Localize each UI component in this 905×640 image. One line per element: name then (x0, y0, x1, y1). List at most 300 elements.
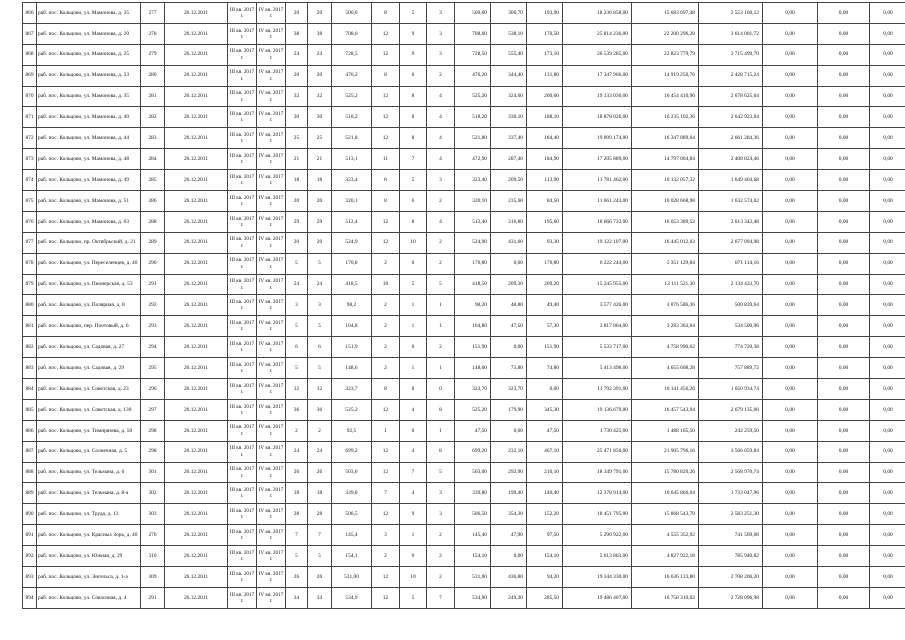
total-cost: 12 378 914,00 (563, 483, 632, 504)
row-number: 873 (23, 149, 37, 170)
area-private: 0,00 (491, 253, 527, 274)
address-cell: раб. пос. Кольцово, ул. Тельмана, д. 8-а (37, 483, 141, 504)
total-area: 534,9 (332, 587, 372, 608)
address-cell: раб. пос. Кольцово, ул. Советская, д. 23 (37, 379, 141, 400)
planned-start-quarter: III кв. 2017 г. (228, 211, 257, 232)
apartments-total: 2 (372, 337, 400, 358)
row-number: 894 (23, 587, 37, 608)
apartments-municipal: 1 (427, 295, 455, 316)
apartments-private: 0 (400, 546, 427, 567)
decision-date: 26.12.2011 (165, 170, 228, 191)
table-row (23, 211, 905, 232)
area-municipal: 193,90 (527, 3, 563, 24)
fund-share: 3 283 363,04 (632, 316, 699, 337)
area-private: 323,70 (491, 379, 527, 400)
extra-cost-2: 0,00 (818, 316, 870, 337)
extra-cost-2: 0,00 (818, 274, 870, 295)
registry-number: 279 (141, 44, 165, 65)
registry-number: 296 (141, 379, 165, 400)
residents-count: 36 (286, 399, 308, 420)
extra-cost-2: 0,00 (818, 44, 870, 65)
planned-start-quarter: III кв. 2017 г. (228, 483, 257, 504)
extra-cost-1: 0,00 (763, 379, 818, 400)
row-number: 879 (23, 274, 37, 295)
fund-share: 22 200 296,28 (632, 23, 699, 44)
total-cost: 19 122 107,00 (563, 232, 632, 253)
registry-number: 290 (141, 253, 165, 274)
table-row (23, 3, 905, 24)
area-municipal: 0,00 (527, 379, 563, 400)
area-total: 320,10 (455, 191, 491, 212)
area-total: 418,50 (455, 274, 491, 295)
address-cell: раб. пос. Кольцово, ул. Энгельса, д. 1-а (37, 567, 141, 588)
extra-cost-1: 0,00 (763, 337, 818, 358)
address-cell: раб. пос. Кольцово, ул. Пионерская, д. 53 (37, 274, 141, 295)
apartments-municipal: 1 (427, 316, 455, 337)
apartments-municipal: 4 (427, 149, 455, 170)
apartments-total: 8 (372, 3, 400, 24)
fund-share: 13 111 521,30 (632, 274, 699, 295)
extra-cost-3: 0,00 (870, 211, 905, 232)
relocated-count: 18 (308, 170, 332, 191)
planned-end-quarter: IV кв. 2017 г. (257, 107, 286, 128)
own-budget-share: 500 839,64 (699, 295, 763, 316)
area-private: 179,90 (491, 399, 527, 420)
apartments-private: 8 (400, 86, 427, 107)
extra-cost-3: 0,00 (870, 274, 905, 295)
area-private: 73,80 (491, 358, 527, 379)
planned-start-quarter: III кв. 2017 г. (228, 128, 257, 149)
total-cost: 15 245 955,00 (563, 274, 632, 295)
own-budget-share: 1 650 934,74 (699, 379, 763, 400)
apartments-municipal: 4 (427, 86, 455, 107)
table-row (23, 274, 905, 295)
fund-share: 14 919 250,76 (632, 65, 699, 86)
extra-cost-2: 0,00 (818, 504, 870, 525)
total-area: 728,5 (332, 44, 372, 65)
apartments-total: 8 (372, 65, 400, 86)
extra-cost-2: 0,00 (818, 232, 870, 253)
planned-end-quarter: IV кв. 2017 г. (257, 23, 286, 44)
fund-share: 10 645 866,04 (632, 483, 699, 504)
total-area: 525,2 (332, 86, 372, 107)
apartments-private: 1 (400, 295, 427, 316)
table-row (23, 295, 905, 316)
extra-cost-2: 0,00 (818, 128, 870, 149)
planned-start-quarter: III кв. 2017 г. (228, 107, 257, 128)
apartments-private: 10 (400, 232, 427, 253)
apartments-total: 11 (372, 149, 400, 170)
apartments-private: 1 (400, 525, 427, 546)
planned-end-quarter: IV кв. 2017 г. (257, 232, 286, 253)
apartments-total: 3 (372, 525, 400, 546)
residents-count: 12 (286, 379, 308, 400)
total-area: 323,4 (332, 170, 372, 191)
area-total: 339,80 (455, 483, 491, 504)
residents-count: 29 (286, 211, 308, 232)
own-budget-share: 1 649 404,68 (699, 170, 763, 191)
registry-number: 284 (141, 149, 165, 170)
area-private: 555,40 (491, 44, 527, 65)
apartments-private: 8 (400, 379, 427, 400)
extra-cost-3: 0,00 (870, 399, 905, 420)
address-cell: раб. пос. Кольцово, ул. Полярная, д. 8 (37, 295, 141, 316)
registry-number: 288 (141, 211, 165, 232)
apartments-private: 9 (400, 23, 427, 44)
residents-count: 5 (286, 316, 308, 337)
area-total: 104,80 (455, 316, 491, 337)
area-private: 0,00 (491, 546, 527, 567)
decision-date: 26.12.2011 (165, 107, 228, 128)
extra-cost-1: 0,00 (763, 462, 818, 483)
address-cell: раб. пос. Кольцово, ул. Мамонова, д. 20 (37, 23, 141, 44)
area-municipal: 184,40 (527, 128, 563, 149)
planned-end-quarter: IV кв. 2017 г. (257, 379, 286, 400)
area-municipal: 140,40 (527, 483, 563, 504)
extra-cost-3: 0,00 (870, 525, 905, 546)
planned-end-quarter: IV кв. 2017 г. (257, 420, 286, 441)
area-total: 531,00 (455, 567, 491, 588)
table-row (23, 483, 905, 504)
table-row (23, 170, 905, 191)
extra-cost-1: 0,00 (763, 107, 818, 128)
planned-start-quarter: III кв. 2017 г. (228, 253, 257, 274)
table-body (23, 3, 905, 609)
table-row (23, 316, 905, 337)
extra-cost-2: 0,00 (818, 253, 870, 274)
apartments-municipal: 3 (427, 44, 455, 65)
apartments-total: 8 (372, 191, 400, 212)
extra-cost-1: 0,00 (763, 232, 818, 253)
fund-share: 14 797 064,84 (632, 149, 699, 170)
table-row (23, 504, 905, 525)
apartments-municipal: 0 (427, 379, 455, 400)
total-area: 323,7 (332, 379, 372, 400)
area-municipal: 74,80 (527, 358, 563, 379)
address-cell: раб. пос. Кольцово, ул. Южная, д. 29 (37, 546, 141, 567)
fund-share: 16 636 123,80 (632, 567, 699, 588)
apartments-municipal: 3 (427, 170, 455, 191)
extra-cost-1: 0,00 (763, 149, 818, 170)
total-cost: 17 347 966,00 (563, 65, 632, 86)
relocated-count: 24 (308, 44, 332, 65)
planned-start-quarter: III кв. 2017 г. (228, 462, 257, 483)
relocated-count: 12 (308, 379, 332, 400)
apartments-total: 12 (372, 128, 400, 149)
area-private: 287,40 (491, 149, 527, 170)
extra-cost-3: 0,00 (870, 587, 905, 608)
area-municipal: 170,50 (527, 23, 563, 44)
apartments-municipal: 8 (427, 399, 455, 420)
area-total: 151,90 (455, 337, 491, 358)
residents-count: 32 (286, 86, 308, 107)
fund-share: 4 827 922,18 (632, 546, 699, 567)
extra-cost-1: 0,00 (763, 420, 818, 441)
relocated-count: 7 (308, 525, 332, 546)
planned-start-quarter: III кв. 2017 г. (228, 23, 257, 44)
residents-count: 18 (286, 483, 308, 504)
table-row (23, 337, 905, 358)
fund-share: 15 868 543,70 (632, 504, 699, 525)
own-budget-share: 1 632 574,02 (699, 191, 763, 212)
planned-end-quarter: IV кв. 2017 г. (257, 337, 286, 358)
apartments-total: 7 (372, 483, 400, 504)
planned-start-quarter: III кв. 2017 г. (228, 399, 257, 420)
area-private: 235,60 (491, 191, 527, 212)
fund-share: 16 347 889,64 (632, 128, 699, 149)
apartments-private: 0 (400, 253, 427, 274)
own-budget-share: 2 583 251,30 (699, 504, 763, 525)
registry-number: 302 (141, 483, 165, 504)
own-budget-share: 2 134 433,70 (699, 274, 763, 295)
total-cost: 5 296 922,00 (563, 525, 632, 546)
extra-cost-1: 0,00 (763, 587, 818, 608)
decision-date: 26.12.2011 (165, 3, 228, 24)
apartments-total: 8 (372, 379, 400, 400)
fund-share: 3 076 586,36 (632, 295, 699, 316)
own-budget-share: 2 679 135,06 (699, 399, 763, 420)
fund-share: 4 655 608,28 (632, 358, 699, 379)
apartments-total: 1 (372, 420, 400, 441)
extra-cost-2: 0,00 (818, 420, 870, 441)
planned-start-quarter: III кв. 2017 г. (228, 420, 257, 441)
planned-end-quarter: IV кв. 2017 г. (257, 253, 286, 274)
relocated-count: 5 (308, 253, 332, 274)
apartments-municipal: 2 (427, 337, 455, 358)
apartments-municipal: 3 (427, 23, 455, 44)
extra-cost-1: 0,00 (763, 253, 818, 274)
apartments-total: 12 (372, 86, 400, 107)
registry-number: 291 (141, 587, 165, 608)
planned-start-quarter: III кв. 2017 г. (228, 44, 257, 65)
extra-cost-1: 0,00 (763, 546, 818, 567)
relocated-count: 5 (308, 358, 332, 379)
table-row (23, 191, 905, 212)
relocated-count: 21 (308, 149, 332, 170)
apartments-total: 2 (372, 253, 400, 274)
registry-number: 298 (141, 420, 165, 441)
total-area: 512,4 (332, 211, 372, 232)
extra-cost-2: 0,00 (818, 65, 870, 86)
total-cost: 17 205 889,00 (563, 149, 632, 170)
area-private: 330,10 (491, 107, 527, 128)
planned-start-quarter: III кв. 2017 г. (228, 170, 257, 191)
fund-share: 15 780 820,26 (632, 462, 699, 483)
own-budget-share: 242 259,50 (699, 420, 763, 441)
extra-cost-1: 0,00 (763, 483, 818, 504)
own-budget-share: 2 728 096,98 (699, 587, 763, 608)
residents-count: 24 (286, 44, 308, 65)
extra-cost-3: 0,00 (870, 107, 905, 128)
table-row (23, 420, 905, 441)
area-private: 538,10 (491, 23, 527, 44)
planned-end-quarter: IV кв. 2017 г. (257, 399, 286, 420)
extra-cost-2: 0,00 (818, 170, 870, 191)
apartments-municipal: 1 (427, 358, 455, 379)
total-area: 92,5 (332, 420, 372, 441)
residents-count: 5 (286, 358, 308, 379)
area-municipal: 49,40 (527, 295, 563, 316)
own-budget-share: 2 553 160,12 (699, 3, 763, 24)
address-cell: раб. пос. Кольцово, ул. Солнечная, д. 5 (37, 441, 141, 462)
own-budget-share: 2 677 094,98 (699, 232, 763, 253)
fund-share: 21 905 796,16 (632, 441, 699, 462)
row-number: 886 (23, 420, 37, 441)
registry-number: 277 (141, 3, 165, 24)
area-municipal: 93,30 (527, 232, 563, 253)
address-cell: раб. пос. Кольцово, ул. Тельмана, д. 6 (37, 462, 141, 483)
decision-date: 26.12.2011 (165, 149, 228, 170)
apartments-total: 12 (372, 211, 400, 232)
planned-start-quarter: III кв. 2017 г. (228, 358, 257, 379)
fund-share: 16 445 012,02 (632, 232, 699, 253)
table-row (23, 379, 905, 400)
address-cell: раб. пос. Кольцово, ул. Мамонова, д. 48 (37, 149, 141, 170)
relocated-count: 5 (308, 546, 332, 567)
extra-cost-1: 0,00 (763, 211, 818, 232)
row-number: 888 (23, 462, 37, 483)
apartments-municipal: 7 (427, 587, 455, 608)
own-budget-share: 3 715 499,70 (699, 44, 763, 65)
relocated-count: 2 (308, 420, 332, 441)
own-budget-share: 2 408 824,46 (699, 149, 763, 170)
total-area: 525,2 (332, 399, 372, 420)
extra-cost-2: 0,00 (818, 525, 870, 546)
relocated-count: 34 (308, 587, 332, 608)
extra-cost-3: 0,00 (870, 170, 905, 191)
address-cell: раб. пос. Кольцово, ул. Совхозная, д. 4 (37, 587, 141, 608)
area-municipal: 151,90 (527, 337, 563, 358)
planned-start-quarter: III кв. 2017 г. (228, 379, 257, 400)
total-area: 699,2 (332, 441, 372, 462)
apartments-private: 8 (400, 211, 427, 232)
decision-date: 26.12.2011 (165, 274, 228, 295)
address-cell: раб. пос. Кольцово, ул. Мамонова, д. 25 (37, 44, 141, 65)
relocated-count: 32 (308, 86, 332, 107)
area-municipal: 94,20 (527, 567, 563, 588)
planned-end-quarter: IV кв. 2017 г. (257, 567, 286, 588)
area-total: 534,90 (455, 587, 491, 608)
apartments-municipal: 2 (427, 232, 455, 253)
total-area: 145,4 (332, 525, 372, 546)
extra-cost-3: 0,00 (870, 232, 905, 253)
extra-cost-3: 0,00 (870, 567, 905, 588)
area-municipal: 47,50 (527, 420, 563, 441)
relocated-count: 30 (308, 107, 332, 128)
extra-cost-1: 0,00 (763, 23, 818, 44)
relocated-count: 20 (308, 232, 332, 253)
extra-cost-2: 0,00 (818, 337, 870, 358)
area-total: 154,10 (455, 546, 491, 567)
area-private: 0,00 (491, 337, 527, 358)
table-row (23, 441, 905, 462)
table-row (23, 399, 905, 420)
apartments-municipal: 2 (427, 65, 455, 86)
total-area: 524,9 (332, 232, 372, 253)
row-number: 891 (23, 525, 37, 546)
total-cost: 19 486 407,00 (563, 587, 632, 608)
residents-count: 26 (286, 567, 308, 588)
area-municipal: 188,10 (527, 107, 563, 128)
planned-end-quarter: IV кв. 2017 г. (257, 441, 286, 462)
address-cell: раб. пос. Кольцово, ул. Советская, д. 130 (37, 399, 141, 420)
area-private: 209,50 (491, 170, 527, 191)
planned-start-quarter: III кв. 2017 г. (228, 295, 257, 316)
extra-cost-1: 0,00 (763, 316, 818, 337)
table-row (23, 253, 905, 274)
decision-date: 26.12.2011 (165, 337, 228, 358)
extra-cost-3: 0,00 (870, 337, 905, 358)
extra-cost-3: 0,00 (870, 462, 905, 483)
fund-share: 10 141 456,26 (632, 379, 699, 400)
total-cost: 5 613 863,00 (563, 546, 632, 567)
extra-cost-3: 0,00 (870, 65, 905, 86)
residents-count: 20 (286, 232, 308, 253)
total-area: 506,5 (332, 504, 372, 525)
area-private: 199,40 (491, 483, 527, 504)
area-municipal: 200,60 (527, 86, 563, 107)
extra-cost-1: 0,00 (763, 191, 818, 212)
area-municipal: 97,50 (527, 525, 563, 546)
relocated-count: 26 (308, 462, 332, 483)
extra-cost-2: 0,00 (818, 587, 870, 608)
address-cell: раб. пос. Кольцово, пер. Почтовый, д. 6 (37, 316, 141, 337)
area-municipal: 131,80 (527, 65, 563, 86)
apartments-private: 5 (400, 274, 427, 295)
address-cell: раб. пос. Кольцово, пр. Октябрьский, д. 21 (37, 232, 141, 253)
row-number: 877 (23, 232, 37, 253)
own-budget-share: 871 114,16 (699, 253, 763, 274)
fund-share: 16 457 543,94 (632, 399, 699, 420)
extra-cost-1: 0,00 (763, 295, 818, 316)
extra-cost-3: 0,00 (870, 86, 905, 107)
registry-number: 293 (141, 316, 165, 337)
total-area: 531,00 (332, 567, 372, 588)
fund-share: 16 053 389,52 (632, 211, 699, 232)
address-cell: раб. пос. Кольцово, ул. Мамонова, д. 33 (37, 65, 141, 86)
apartments-private: 6 (400, 65, 427, 86)
relocated-count: 38 (308, 23, 332, 44)
residents-count: 28 (286, 504, 308, 525)
decision-date: 26.12.2011 (165, 546, 228, 567)
fund-share: 16 758 310,02 (632, 587, 699, 608)
apartments-municipal: 4 (427, 211, 455, 232)
planned-end-quarter: IV кв. 2017 г. (257, 191, 286, 212)
own-budget-share: 741 569,08 (699, 525, 763, 546)
registry-number: 276 (141, 525, 165, 546)
own-budget-share: 2 708 206,20 (699, 567, 763, 588)
apartments-municipal: 1 (427, 420, 455, 441)
apartments-municipal: 2 (427, 191, 455, 212)
extra-cost-2: 0,00 (818, 23, 870, 44)
own-budget-share: 1 733 047,96 (699, 483, 763, 504)
extra-cost-1: 0,00 (763, 86, 818, 107)
own-budget-share: 757 889,72 (699, 358, 763, 379)
planned-end-quarter: IV кв. 2017 г. (257, 462, 286, 483)
apartments-private: 9 (400, 44, 427, 65)
apartments-private: 10 (400, 567, 427, 588)
relocated-count: 5 (308, 316, 332, 337)
extra-cost-2: 0,00 (818, 567, 870, 588)
planned-end-quarter: IV кв. 2017 г. (257, 149, 286, 170)
area-private: 431,60 (491, 232, 527, 253)
apartments-municipal: 3 (427, 3, 455, 24)
row-number: 867 (23, 23, 37, 44)
apartments-total: 2 (372, 316, 400, 337)
fund-share: 4 758 996,62 (632, 337, 699, 358)
area-municipal: 210,10 (527, 462, 563, 483)
planned-end-quarter: IV кв. 2017 г. (257, 525, 286, 546)
